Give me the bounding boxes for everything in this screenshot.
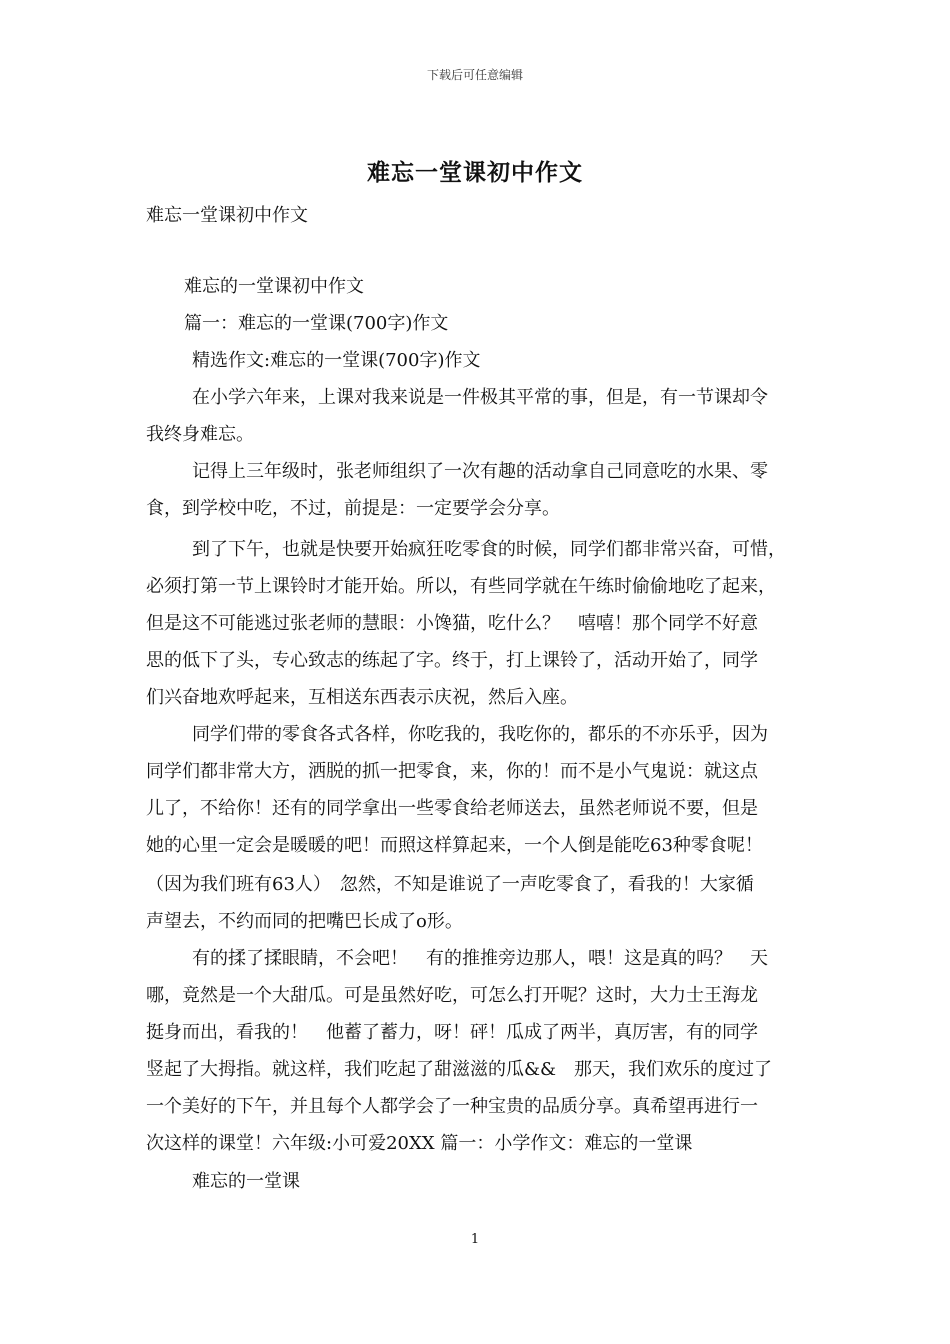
body-line: 次这样的课堂！六年级:小可爱20XX 篇一：小学作文：难忘的一堂课 — [146, 1133, 693, 1154]
body-line: 难忘的一堂课 — [192, 1171, 300, 1192]
body-line: 声望去，不约而同的把嘴巴长成了o形。 — [146, 911, 463, 932]
body-line: （因为我们班有63人） 忽然，不知是谁说了一声吃零食了，看我的！大家循 — [146, 874, 754, 895]
body-line: 记得上三年级时，张老师组织了一次有趣的活动拿自己同意吃的水果、零 — [192, 461, 768, 482]
body-line: 难忘的一堂课初中作文 — [184, 276, 364, 297]
body-line: 儿了，不给你！还有的同学拿出一些零食给老师送去，虽然老师说不要，但是 — [146, 798, 758, 819]
body-line: 竖起了大拇指。就这样，我们吃起了甜滋滋的瓜&& 那天，我们欢乐的度过了 — [146, 1059, 773, 1080]
body-line: 必须打第一节上课铃时才能开始。所以，有些同学就在午练时偷偷地吃了起来， — [146, 576, 776, 597]
body-line: 我终身难忘。 — [146, 424, 254, 445]
body-line: 同学们都非常大方，洒脱的抓一把零食，来，你的！而不是小气鬼说：就这点 — [146, 761, 758, 782]
body-line: 篇一：难忘的一堂课(700字)作文 — [184, 313, 449, 334]
document-title: 难忘一堂课初中作文 — [367, 159, 583, 186]
body-line: 一个美好的下午，并且每个人都学会了一种宝贵的品质分享。真希望再进行一 — [146, 1096, 758, 1117]
body-line: 在小学六年来，上课对我来说是一件极其平常的事，但是，有一节课却令 — [192, 387, 768, 408]
document-subtitle: 难忘一堂课初中作文 — [146, 205, 308, 226]
body-line: 同学们带的零食各式各样，你吃我的，我吃你的，都乐的不亦乐乎，因为 — [192, 724, 768, 745]
body-line: 但是这不可能逃过张老师的慧眼：小馋猫，吃什么？ 嘻嘻！那个同学不好意 — [146, 613, 758, 634]
page-header: 下载后可任意编辑 — [426, 68, 523, 82]
body-line: 到了下午，也就是快要开始疯狂吃零食的时候，同学们都非常兴奋，可惜， — [192, 539, 786, 560]
body-line: 们兴奋地欢呼起来，互相送东西表示庆祝，然后入座。 — [146, 687, 578, 708]
body-line: 哪，竟然是一个大甜瓜。可是虽然好吃，可怎么打开呢？这时，大力士王海龙 — [146, 985, 758, 1006]
body-line: 思的低下了头，专心致志的练起了字。终于，打上课铃了，活动开始了，同学 — [146, 650, 758, 671]
body-line: 食，到学校中吃，不过，前提是：一定要学会分享。 — [146, 498, 560, 519]
body-line: 有的揉了揉眼睛，不会吧！ 有的推推旁边那人，喂！这是真的吗？ 天 — [192, 948, 768, 969]
body-line: 她的心里一定会是暖暖的吧！而照这样算起来，一个人倒是能吃63种零食呢！ — [146, 835, 763, 856]
body-line: 挺身而出，看我的！ 他蓄了蓄力，呀！砰！瓜成了两半，真厉害，有的同学 — [146, 1022, 758, 1043]
page-number: 1 — [470, 1232, 480, 1247]
body-line: 精选作文:难忘的一堂课(700字)作文 — [192, 350, 481, 371]
